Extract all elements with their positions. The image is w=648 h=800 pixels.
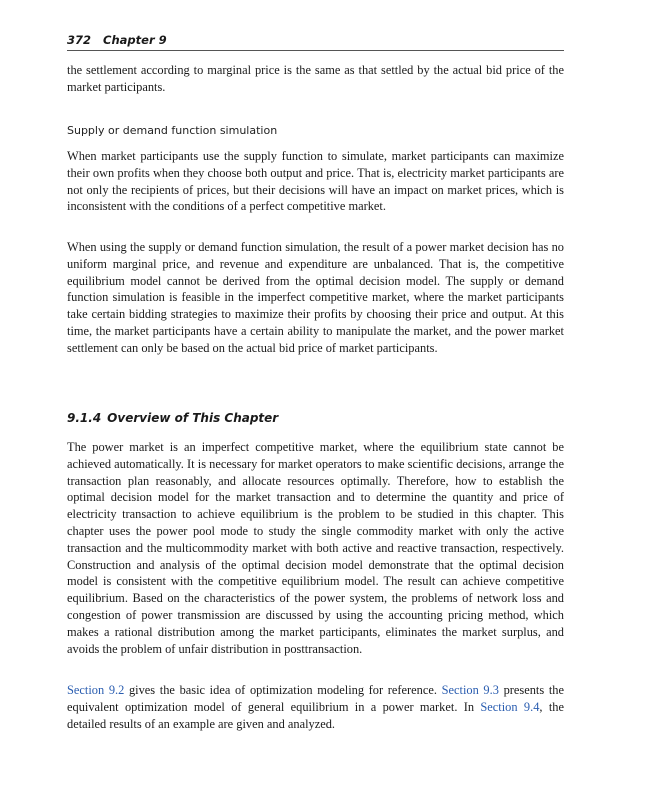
paragraph-demand-simulation: When using the supply or demand function simulation, the result of a power market decision has no uniform marginal price, and revenue and expenditure are unbalanced. That is, the competitive equilibrium model cannot be derived from the optimal decision model. The supply or demand function simulation is feasible in the imperfect competitive market, where the market participants take certain bidding strategies to maximize their profits by choosing their price and output. At this time, the market participants have a certain ability to manipulate the market, and the power market settlement can only be based on the actual bid price of market participants. <box>67 240 564 355</box>
section-heading <box>67 409 278 427</box>
running-header <box>67 32 564 51</box>
page-number: 372 <box>67 33 92 47</box>
paragraph-section-links <box>67 682 564 732</box>
paragraph-4-text-1: gives the basic idea of optimization modeling for reference. <box>124 683 442 697</box>
chapter-label: Chapter 9 <box>103 33 167 47</box>
link-section-9-2[interactable]: Section 9.2 <box>67 683 125 697</box>
link-section-9-3[interactable]: Section 9.3 <box>441 683 499 697</box>
paragraph-4-text-3: , the detailed results of an example are given and analyzed. <box>67 699 564 731</box>
section-title: Overview of This Chapter <box>107 411 279 425</box>
paragraph-overview: The power market is an imperfect competitive market, where the equilibrium state cannot be achieved automatically. It is necessary for market operators to make scientific decisions, arrange the transaction plan reasonably, and allocate resources optimally. Therefore, how to establish the optimal decision model for the market transaction and to determine the quantity and price of electricity transaction to achieve equilibrium is the problem to be studied in this chapter. This chapter uses the power pool mode to study the single commodity market with only the active transaction and the multicommodity market with both active and reactive transaction, respectively. Construction and analysis of the optimal decision model demonstrate that the optimal decision model is consistent with the competitive equilibrium model. The result can achieve competitive equilibrium. Based on the characteristics of the power system, the problems of network loss and congestion of power transmission are discussed by using the accounting pricing method, which makes a rational distribution among the market participants, eliminates the market surplus, and avoids the problem of unfair distribution in posttransaction. <box>67 440 564 656</box>
subheading: Supply or demand function simulation <box>67 124 278 137</box>
link-section-9-4[interactable]: Section 9.4 <box>480 699 540 714</box>
intro-paragraph: the settlement according to marginal price is the same as that settled by the actual bid price of the market participants. <box>67 63 564 94</box>
paragraph-supply-function: When market participants use the supply function to simulate, market participants can maximize their own profits when they choose both output and price. That is, electricity market participants are not only the recipients of prices, but their decisions will have an impact on market prices, which is inconsistent with the conditions of a perfect competitive market. <box>67 149 564 214</box>
paragraph-4-text-2: presents the equivalent optimization model of general equilibrium in a power market. In <box>67 683 564 714</box>
section-number: 9.1.4 <box>67 411 102 425</box>
